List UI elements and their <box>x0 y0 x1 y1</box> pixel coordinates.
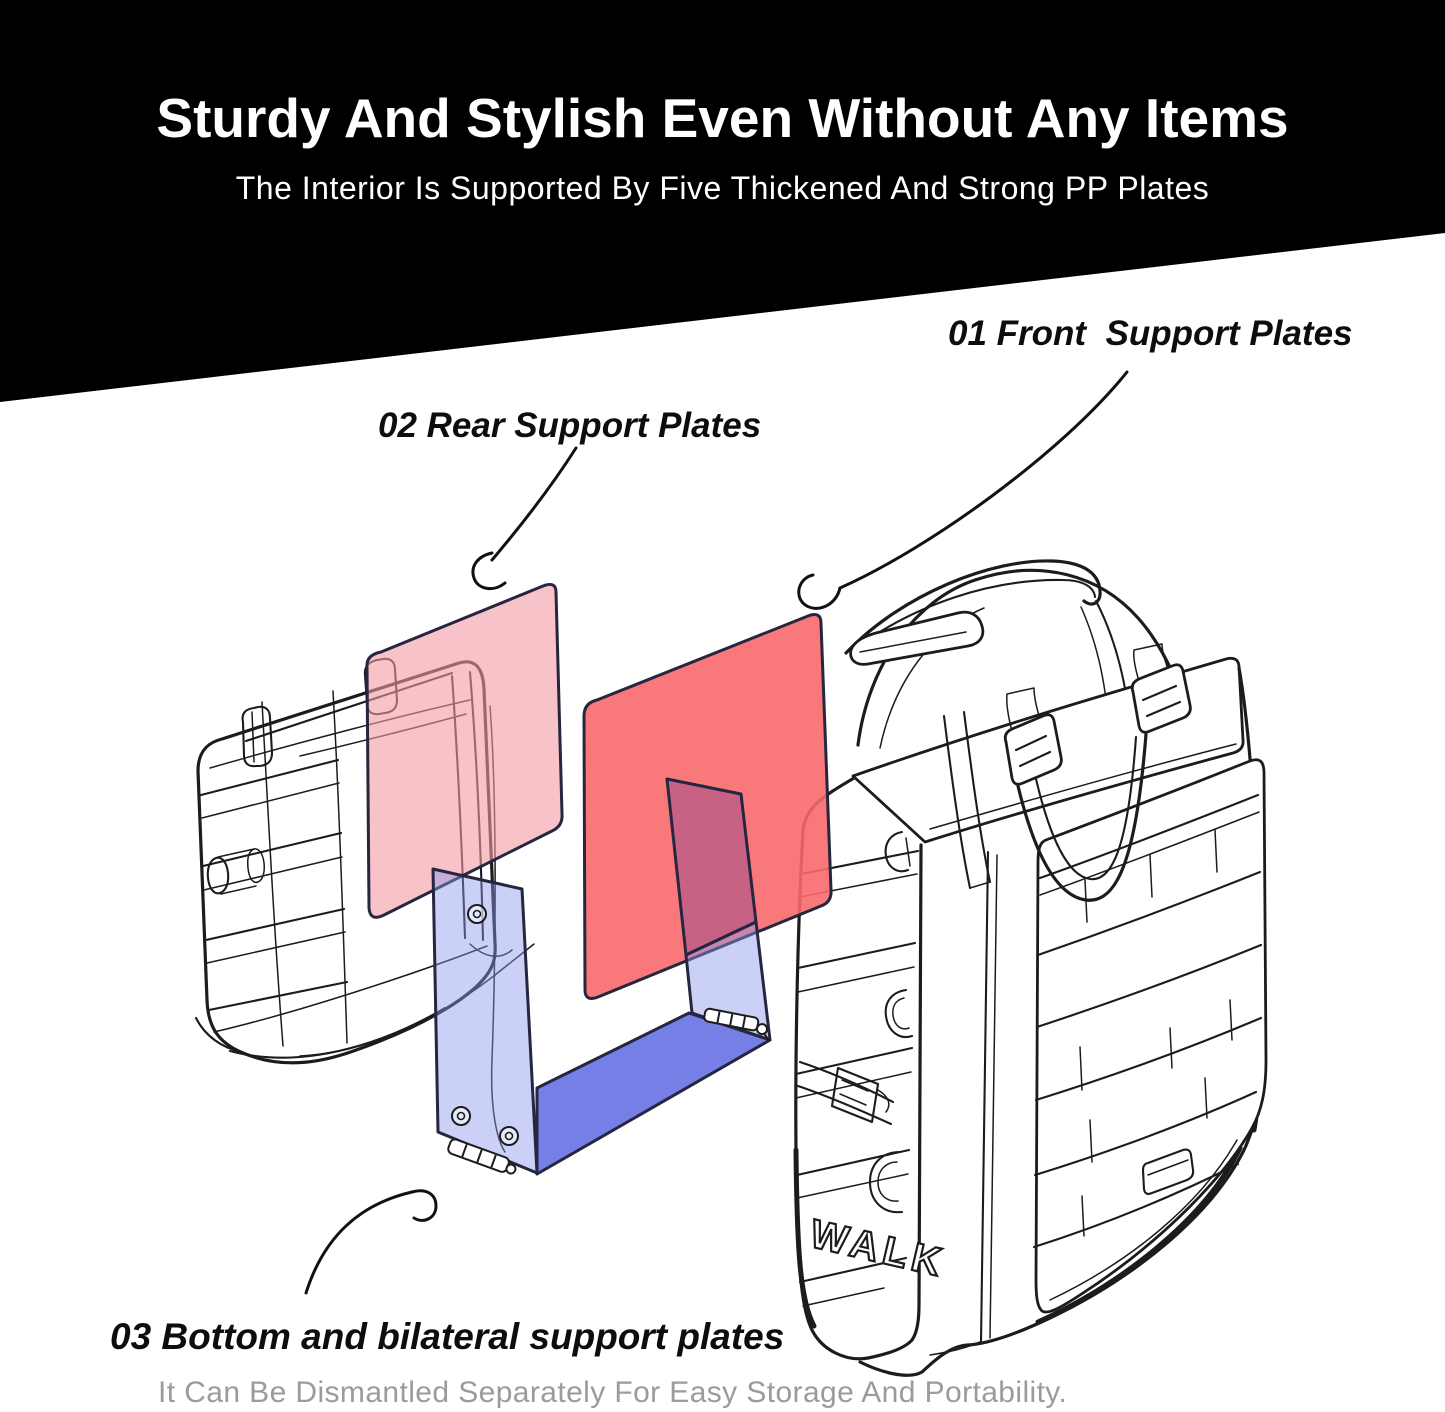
bottom-plate-label: 03 Bottom and bilateral support plates <box>110 1316 785 1357</box>
rear-plate-label: 02 Rear Support Plates <box>378 406 762 445</box>
rear-support-plate <box>367 584 562 917</box>
side-support-plate-left <box>433 869 537 1176</box>
bag-logo: WALK <box>805 1211 951 1286</box>
front-plate-label: 01 Front Support Plates <box>948 314 1353 353</box>
front-bag-sketch <box>796 561 1266 1375</box>
bottom-plate-arrow <box>306 1191 436 1293</box>
bottom-support-plate <box>537 1008 773 1174</box>
front-plate-arrow <box>799 372 1127 608</box>
footer-note: It Can Be Dismantled Separately For Easy Storage And Portability. <box>158 1376 1068 1409</box>
page-subtitle: The Interior Is Supported By Five Thickened And Strong PP Plates <box>235 170 1210 206</box>
rear-plate-arrow <box>473 448 576 589</box>
page-title: Sturdy And Stylish Even Without Any Items <box>156 87 1289 149</box>
